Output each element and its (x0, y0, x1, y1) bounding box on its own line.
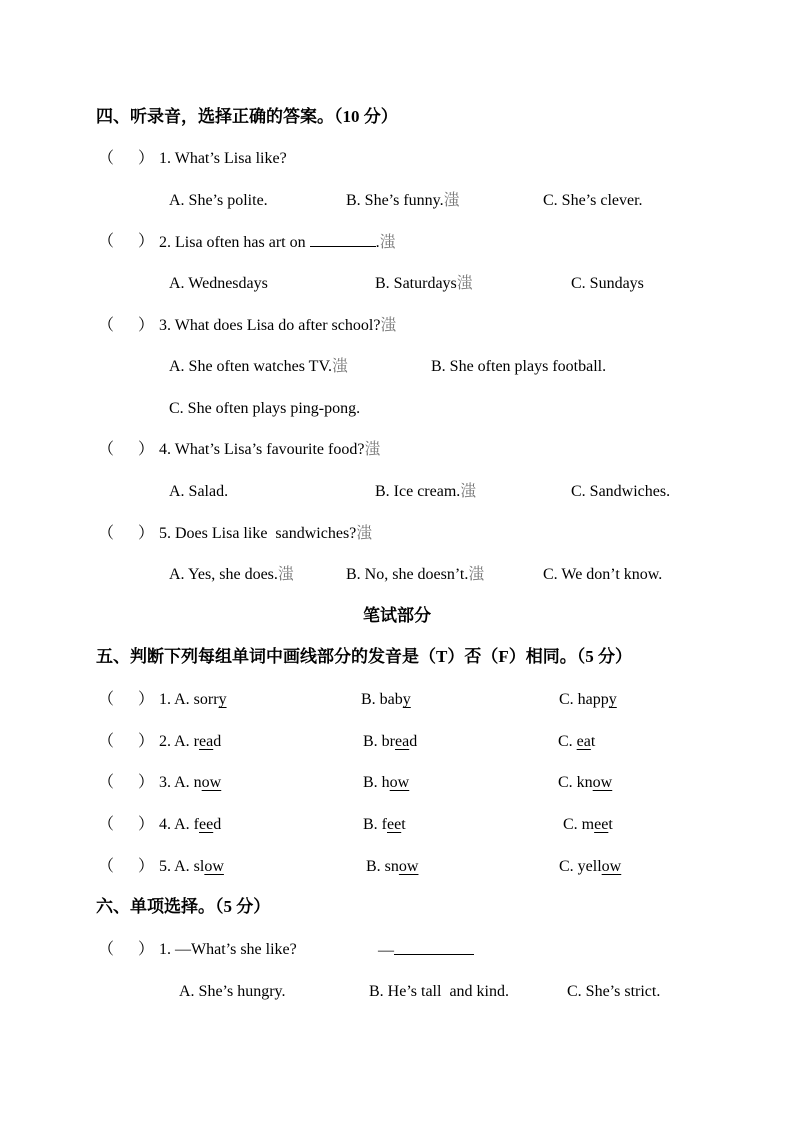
option-b: B. She often plays football. (431, 358, 607, 375)
word-option-c: C. meet (563, 816, 613, 833)
word-option-a: 4. A. feed (159, 816, 222, 833)
answer-paren: （ ） (98, 774, 155, 791)
underlined-part: ow (204, 858, 224, 875)
section-6-heading: 六、单项选择。（5 分） (96, 897, 271, 916)
section-5-heading: 五、判断下列每组单词中画线部分的发音是（T）否（F）相同。（5 分） (96, 647, 632, 666)
stray-mark: 滍 (443, 192, 460, 209)
question-stem: 1. What’s Lisa like? (159, 150, 287, 167)
underlined-part: ow (592, 774, 613, 791)
underlined-part: ea (395, 733, 410, 750)
option-a: A. She’s polite. (169, 192, 268, 209)
word-option-b: B. baby (361, 691, 411, 708)
word-option-a: 3. A. now (159, 774, 222, 791)
question-stem: 1. —What’s she like? (159, 941, 297, 958)
answer-paren: （ ） (98, 733, 155, 750)
word-option-c: C. happy (559, 691, 617, 708)
question-stem: 4. What’s Lisa’s favourite food?滍 (159, 441, 381, 458)
underlined-part: ee (387, 816, 402, 833)
underlined-part: y (608, 691, 617, 708)
question-stem: 2. Lisa often has art on .滍 (159, 234, 396, 251)
option-b: B. Saturdays滍 (375, 275, 473, 292)
underlined-part: ow (201, 774, 222, 791)
option-a: A. Wednesdays (169, 275, 268, 292)
option-a: A. Yes, she does.滍 (169, 566, 294, 583)
answer-paren: （ ） (98, 441, 155, 458)
option-c: C. We don’t know. (543, 566, 663, 583)
stray-mark: 滍 (460, 483, 477, 500)
word-option-b: B. feet (363, 816, 406, 833)
option-a: A. She’s hungry. (179, 983, 286, 1000)
underlined-part: ow (389, 774, 410, 791)
answer-blank (394, 940, 474, 955)
question-stem: 3. What does Lisa do after school?滍 (159, 317, 397, 334)
option-c: C. Sundays (571, 275, 644, 292)
option-c: C. She often plays ping-pong. (169, 400, 361, 417)
option-a: A. Salad. (169, 483, 229, 500)
stray-mark: 滍 (277, 566, 294, 583)
underlined-part: ee (594, 816, 609, 833)
option-b: B. He’s tall and kind. (369, 983, 509, 1000)
answer-paren: （ ） (98, 691, 155, 708)
stray-mark: 滍 (331, 358, 348, 375)
underlined-part: ea (199, 733, 214, 750)
word-option-c: C. yellow (559, 858, 622, 875)
word-option-b: B. how (363, 774, 410, 791)
underlined-part: ee (199, 816, 214, 833)
option-c: C. Sandwiches. (571, 483, 671, 500)
answer-paren: （ ） (98, 858, 155, 875)
word-option-a: 2. A. read (159, 733, 222, 750)
answer-paren: （ ） (98, 525, 155, 542)
stray-mark: 滍 (468, 566, 485, 583)
word-option-b: B. snow (366, 858, 419, 875)
word-option-b: B. bread (363, 733, 418, 750)
stray-mark: 滍 (379, 234, 396, 251)
answer-blank (310, 232, 376, 247)
answer-paren: （ ） (98, 941, 155, 958)
word-option-a: 5. A. slow (159, 858, 224, 875)
word-option-c: C. know (558, 774, 613, 791)
option-c: C. She’s clever. (543, 192, 643, 209)
section-4-heading: 四、听录音，选择正确的答案。（10 分） (96, 107, 398, 126)
option-b: B. Ice cream.滍 (375, 483, 477, 500)
written-part-title: 笔试部分 (363, 606, 431, 625)
stray-mark: 滍 (456, 275, 473, 292)
answer-paren: （ ） (98, 150, 155, 167)
option-a: A. She often watches TV.滍 (169, 358, 348, 375)
option-c: C. She’s strict. (567, 983, 661, 1000)
word-option-a: 1. A. sorry (159, 691, 227, 708)
underlined-part: ow (601, 858, 622, 875)
stray-mark: 滍 (356, 525, 373, 542)
underlined-part: ea (576, 733, 591, 750)
answer-paren: （ ） (98, 816, 155, 833)
stray-mark: 滍 (364, 441, 381, 458)
question-stem: 5. Does Lisa like sandwiches?滍 (159, 525, 373, 542)
underlined-part: y (218, 691, 227, 708)
option-b: B. No, she doesn’t.滍 (346, 566, 485, 583)
answer-paren: （ ） (98, 233, 155, 250)
option-b: B. She’s funny.滍 (346, 192, 460, 209)
answer-paren: （ ） (98, 317, 155, 334)
underlined-part: ow (398, 858, 419, 875)
word-option-c: C. eat (558, 733, 596, 750)
reply-line: — (378, 940, 474, 961)
stray-mark: 滍 (380, 317, 397, 334)
underlined-part: y (402, 691, 411, 708)
